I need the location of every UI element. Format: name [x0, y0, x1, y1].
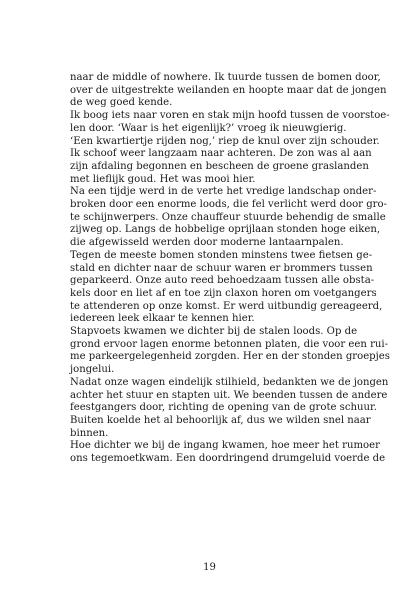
text-line: feestgangers door, richting de opening van de grote schuur.	[70, 402, 377, 414]
text-line: Stapvoets kwamen we dichter bij de stalen loods. Op de	[70, 326, 358, 338]
paragraph	[70, 326, 390, 377]
text-line: kels door en liet af en toe zijn claxon horen om voetgangers	[70, 287, 377, 299]
paragraph	[70, 135, 380, 187]
text-line: grond ervoor lagen enorme betonnen platen, die voor een rui-	[70, 338, 389, 350]
text-line: broken door een enorme loods, die fel verlicht werd door gro-	[70, 199, 387, 211]
text-line: die afgewisseld werden door moderne lantaarnpalen.	[70, 237, 344, 249]
paragraph	[70, 249, 383, 326]
paragraph	[70, 186, 387, 250]
text-line: stald en dichter naar de schuur waren er brommers tussen	[70, 262, 373, 274]
text-line: me parkeergelegenheid zorgden. Her en der stonden groepjes	[70, 351, 390, 363]
text-line: Hoe dichter we bij de ingang kwamen, hoe meer het rumoer	[70, 440, 380, 452]
text-line: de weg goed kende.	[70, 97, 173, 109]
page-number: 19	[203, 562, 216, 573]
text-line: Tegen de meeste bomen stonden minstens twee fietsen ge-	[70, 249, 373, 261]
text-line: len door. ‘Waar is het eigenlijk?’ vroeg ik nieuwgierig.	[70, 122, 347, 134]
text-line: over de uitgestrekte weilanden en hoopte maar dat de jongen	[70, 84, 387, 96]
text-line: Nadat onze wagen eindelijk stilhield, bedankten we de jongen	[70, 376, 389, 388]
text-line: zijweg op. Langs de hobbelige oprijlaan stonden hoge eiken,	[70, 224, 381, 236]
text-line: Ik schoof weer langzaam naar achteren. De zon was al aan	[70, 148, 372, 160]
text-line: jongelui.	[70, 364, 115, 376]
text-line: Na een tijdje werd in de verte het vredige landschap onder-	[70, 186, 377, 198]
paragraph	[70, 440, 386, 465]
text-line: ‘Een kwartiertje rijden nog,’ riep de knul over zijn schouder.	[70, 135, 380, 147]
body-text	[70, 72, 390, 466]
text-line: Ik boog iets naar voren en stak mijn hoofd tussen de voorstoe-	[70, 110, 390, 122]
text-line: met lieflijk goud. Het was mooi hier.	[70, 173, 256, 185]
text-line: iedereen leek elkaar te kennen hier.	[70, 313, 255, 325]
text-line: naar de middle of nowhere. Ik tuurde tussen de bomen door,	[70, 72, 381, 83]
text-line: te schijnwerpers. Onze chauffeur stuurde behendig de smalle	[70, 211, 386, 223]
paragraph	[70, 376, 389, 441]
paragraph	[70, 110, 390, 135]
text-line: Buiten koelde het al behoorlijk af, dus we wilden snel naar	[70, 414, 371, 426]
text-line: ons tegemoetkwam. Een doordringend drumgeluid voerde de	[70, 453, 386, 465]
text-line: zijn afdaling begonnen en bescheen de groene graslanden	[70, 160, 369, 172]
paragraph	[70, 72, 387, 110]
text-line: achter het stuur en stapten uit. We beenden tussen de andere	[70, 389, 388, 401]
text-line: geparkeerd. Onze auto reed behoedzaam tussen alle obsta-	[70, 275, 375, 287]
text-line: binnen.	[70, 427, 109, 439]
text-line: te attenderen op onze komst. Er werd uitbundig gereageerd,	[70, 300, 383, 312]
